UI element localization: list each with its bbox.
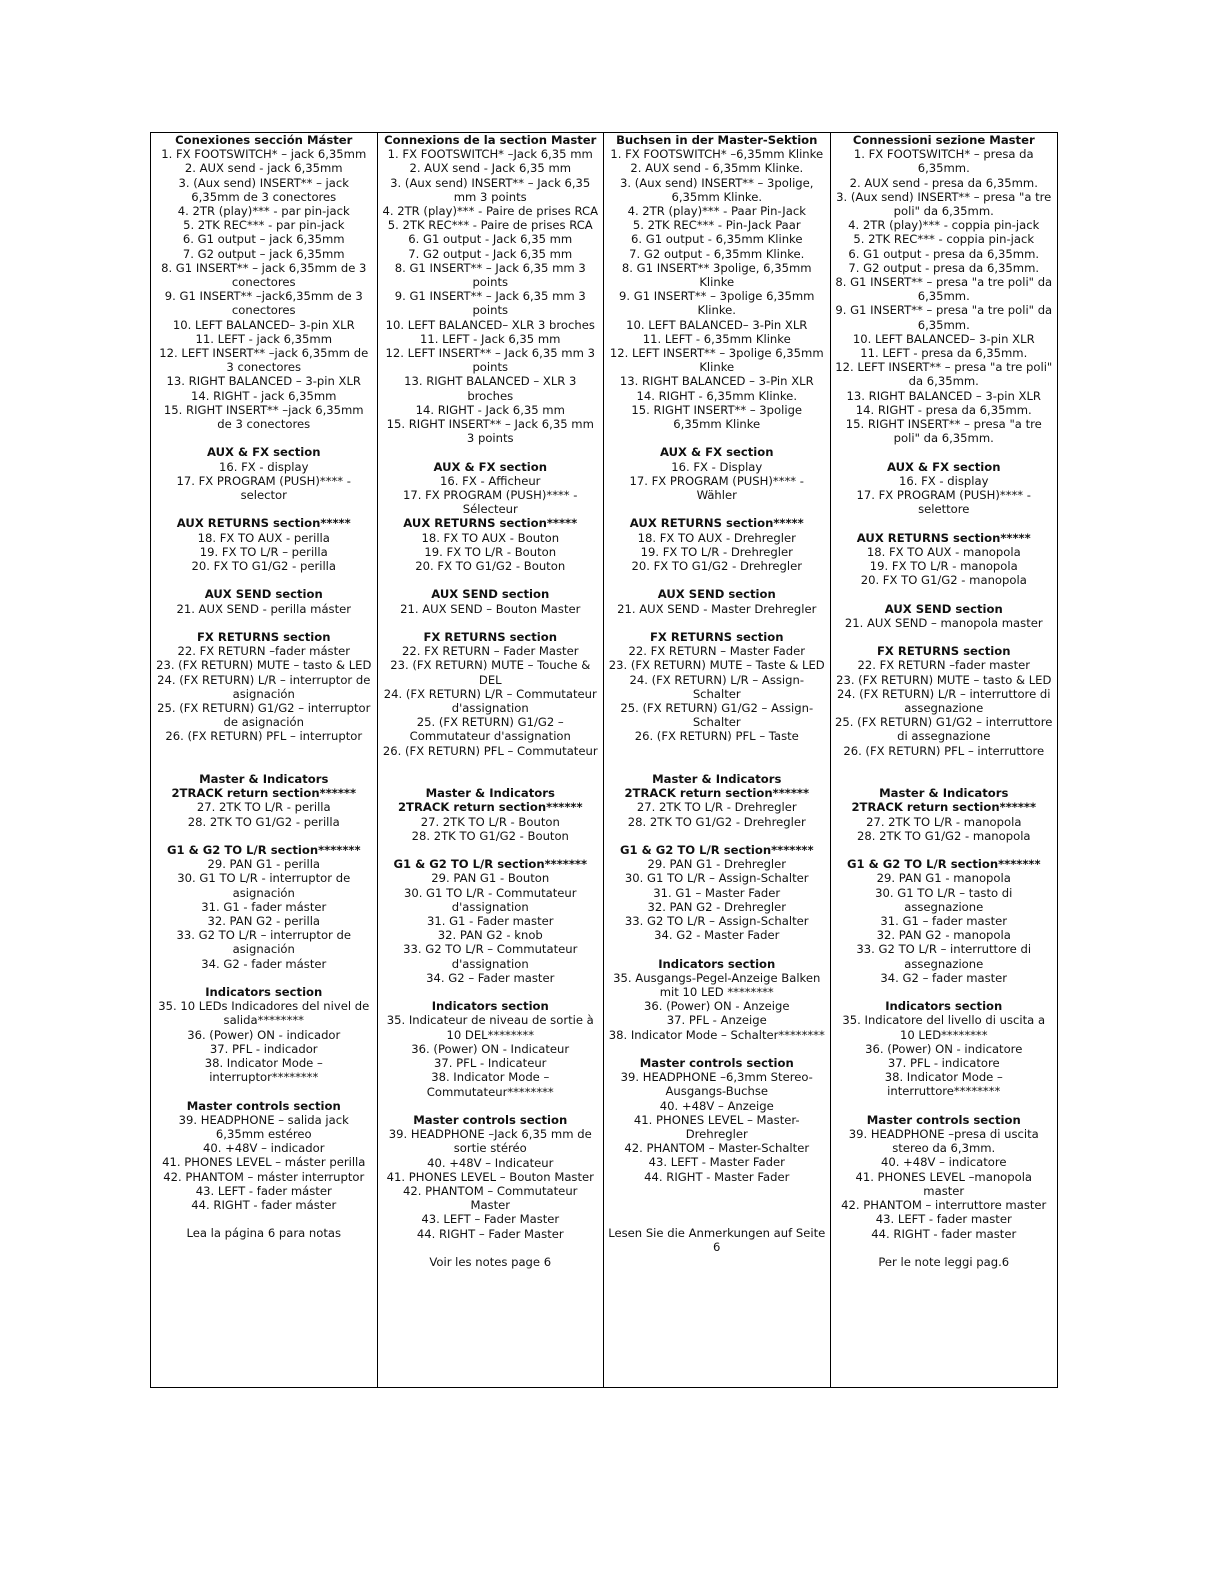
list-item: 35. Ausgangs-Pegel-Anzeige Balken mit 10 LED ******** — [613, 970, 821, 1000]
list-item: 15. RIGHT INSERT** –jack 6,35mm de 3 conectores — [163, 402, 364, 432]
list-item: 42. PHANTOM – interruttore master — [841, 1198, 1047, 1213]
list-item: 42. PHANTOM – máster interruptor — [163, 1169, 365, 1184]
list-item: 1. FX FOOTSWITCH* – presa da 6,35mm. — [853, 147, 1034, 176]
list-item: 40. +48V – Anzeige — [659, 1098, 774, 1113]
list-item: 42. PHANTOM – Master-Schalter — [624, 1141, 810, 1156]
list-item: 16. FX - display — [219, 459, 309, 474]
section-title: Master controls section — [866, 1112, 1021, 1127]
section-title: G1 & G2 TO L/R section******* — [619, 843, 814, 858]
list-item: 1. FX FOOTSWITCH* – jack 6,35mm — [161, 147, 367, 162]
list-item: 16. FX - Afficheur — [440, 473, 541, 488]
list-item: 38. Indicator Mode – Schalter******** — [608, 1027, 825, 1042]
list-item: 12. LEFT INSERT** – Jack 6,35 mm 3 points — [385, 346, 595, 375]
list-item: 31. G1 – Master Fader — [653, 885, 781, 900]
list-item: 29. PAN G1 - Drehregler — [647, 857, 787, 872]
list-item: 43. LEFT - fader master — [875, 1212, 1012, 1227]
list-item: 9. G1 INSERT** –jack6,35mm de 3 conectores — [164, 289, 363, 318]
list-item: 38. Indicator Mode – interruptor******** — [204, 1056, 323, 1085]
list-item: 10. LEFT BALANCED– 3-pin XLR — [852, 331, 1035, 346]
list-item: 27. 2TK TO L/R - Bouton — [420, 814, 560, 829]
list-item: 41. PHONES LEVEL – Master-Drehregler — [633, 1112, 800, 1142]
list-item: 20. FX TO G1/G2 - Bouton — [415, 559, 566, 574]
list-item: 17. FX PROGRAM (PUSH)**** - selettore — [856, 488, 1031, 517]
list-item: 43. LEFT - fader máster — [195, 1183, 332, 1198]
notes-reference: Lea la página 6 para notas — [186, 1226, 342, 1241]
list-item: 25. (FX RETURN) G1/G2 – interruttore di assegnazione — [835, 715, 1053, 744]
list-item: 5. 2TK REC*** - Paire de prises RCA — [387, 218, 593, 233]
section-title: AUX & FX section — [660, 445, 774, 460]
list-item: 3. (Aux send) INSERT** – 3polige, 6,35mm Klinke. — [620, 175, 814, 204]
list-item: 25. (FX RETURN) G1/G2 – interruptor de asignación — [157, 701, 371, 730]
list-item: 37. PFL - Anzeige — [666, 1013, 767, 1028]
list-item: 44. RIGHT - fader master — [871, 1226, 1017, 1241]
list-item: 36. (Power) ON - indicatore — [865, 1041, 1023, 1056]
section-title: AUX RETURNS section***** — [629, 516, 804, 531]
list-item: 40. +48V – indicatore — [880, 1155, 1007, 1170]
spacer — [382, 758, 600, 772]
section-title: AUX & FX section — [887, 459, 1001, 474]
section-subtitle: 2TRACK return section****** — [624, 786, 810, 801]
list-item: 14. RIGHT - jack 6,35mm — [191, 388, 337, 403]
list-item: 27. 2TK TO L/R - Drehregler — [636, 800, 797, 815]
section-title: Indicators section — [205, 985, 323, 1000]
list-item: 29. PAN G1 - manopola — [876, 871, 1011, 886]
list-item: 10. LEFT BALANCED– XLR 3 broches — [385, 317, 595, 332]
list-item: 21. AUX SEND – manopola master — [844, 615, 1043, 630]
list-item: 44. RIGHT – Fader Master — [416, 1226, 564, 1241]
list-item: 42. PHANTOM – Commutateur Master — [403, 1183, 578, 1213]
list-item: 32. PAN G2 - manopola — [876, 928, 1011, 943]
list-item: 11. LEFT - jack 6,35mm — [195, 331, 332, 346]
list-item: 23. (FX RETURN) MUTE – Taste & LED — [608, 658, 825, 673]
section-title: Indicators section — [885, 999, 1003, 1014]
list-item: 20. FX TO G1/G2 - manopola — [860, 573, 1027, 588]
list-item: 22. FX RETURN – Master Fader — [628, 644, 805, 659]
list-item: 22. FX RETURN –fader master — [857, 658, 1031, 673]
spacer — [608, 744, 826, 758]
list-item: 39. HEADPHONE – salida jack 6,35mm estéreo — [178, 1112, 349, 1142]
list-item: 8. G1 INSERT** – Jack 6,35 mm 3 points — [394, 260, 586, 290]
list-item: 38. Indicator Mode – Commutateur******** — [426, 1070, 554, 1099]
list-item: 43. LEFT – Fader Master — [421, 1212, 560, 1227]
list-item: 3. (Aux send) INSERT** – jack 6,35mm de 3 conectores — [178, 175, 349, 204]
list-item: 29. PAN G1 - perilla — [207, 857, 321, 872]
list-item: 34. G2 - fader máster — [201, 956, 327, 971]
list-item: 33. G2 TO L/R – Commutateur d'assignation — [403, 942, 578, 971]
list-item: 28. 2TK TO G1/G2 - perilla — [187, 814, 340, 829]
list-item: 9. G1 INSERT** – presa "a tre poli" da 6,35mm. — [835, 303, 1053, 332]
list-item: 34. G2 – Fader master — [426, 970, 555, 985]
notes-reference: Per le note leggi pag.6 — [878, 1254, 1010, 1269]
list-item: 6. G1 output - 6,35mm Klinke — [630, 232, 803, 247]
column-title: Buchsen in der Master-Sektion — [616, 133, 818, 147]
list-item: 41. PHONES LEVEL –manopola master — [855, 1169, 1033, 1198]
list-item: 24. (FX RETURN) L/R – interruptor de asignación — [157, 672, 371, 701]
list-item: 19. FX TO L/R - Drehregler — [640, 544, 793, 559]
list-item: 3. (Aux send) INSERT** – presa "a tre poli" da 6,35mm. — [836, 189, 1052, 219]
list-item: 30. G1 TO L/R – tasto di assegnazione — [875, 885, 1013, 914]
notes-reference: Lesen Sie die Anmerkungen auf Seite 6 — [608, 1225, 826, 1255]
notes-reference: Voir les notes page 6 — [429, 1254, 552, 1269]
list-item: 43. LEFT - Master Fader — [648, 1155, 785, 1170]
list-item: 6. G1 output - Jack 6,35 mm — [408, 232, 573, 247]
list-item: 41. PHONES LEVEL – máster perilla — [162, 1155, 366, 1170]
list-item: 20. FX TO G1/G2 - perilla — [191, 559, 337, 574]
section-title: Master controls section — [639, 1056, 794, 1071]
spacer — [155, 744, 373, 758]
list-item: 20. FX TO G1/G2 - Drehregler — [631, 559, 803, 574]
list-item: 31. G1 - fader máster — [201, 899, 327, 914]
list-item: 23. (FX RETURN) MUTE – tasto & LED — [156, 658, 372, 673]
list-item: 36. (Power) ON - indicador — [187, 1027, 341, 1042]
list-item: 16. FX - Display — [671, 459, 763, 474]
list-item: 23. (FX RETURN) MUTE – Touche & DEL — [390, 658, 591, 687]
list-item: 2. AUX send - 6,35mm Klinke. — [630, 161, 804, 176]
list-item: 18. FX TO AUX - perilla — [197, 530, 330, 545]
master-section-connections-table — [150, 132, 1058, 1388]
list-item: 32. PAN G2 - knob — [437, 928, 543, 943]
section-title: FX RETURNS section — [197, 630, 331, 645]
list-item: 28. 2TK TO G1/G2 - Drehregler — [627, 814, 806, 829]
list-item: 11. LEFT - 6,35mm Klinke — [642, 331, 791, 346]
list-item: 28. 2TK TO G1/G2 - manopola — [856, 828, 1031, 843]
section-subtitle: 2TRACK return section****** — [851, 800, 1037, 815]
list-item: 30. G1 TO L/R - Commutateur d'assignation — [403, 885, 577, 914]
list-item: 3. (Aux send) INSERT** – Jack 6,35 mm 3 points — [390, 175, 591, 204]
section-title: AUX SEND section — [204, 587, 323, 602]
list-item: 7. G2 output – jack 6,35mm — [182, 246, 345, 261]
section-title: AUX RETURNS section***** — [176, 516, 351, 531]
list-item: 14. RIGHT - 6,35mm Klinke. — [636, 388, 798, 403]
list-item: 15. RIGHT INSERT** – 3polige 6,35mm Klinke — [631, 402, 803, 432]
list-item: 1. FX FOOTSWITCH* –Jack 6,35 mm — [387, 147, 593, 162]
column-french — [378, 133, 605, 1387]
list-item: 26. (FX RETURN) PFL – Commutateur — [382, 743, 598, 758]
column-italian — [831, 133, 1058, 1387]
list-item: 30. G1 TO L/R – Assign-Schalter — [624, 871, 809, 886]
list-item: 40. +48V – indicador — [202, 1141, 325, 1156]
list-item: 10. LEFT BALANCED– 3-pin XLR — [172, 317, 355, 332]
section-title: G1 & G2 TO L/R section******* — [846, 857, 1041, 872]
list-item: 15. RIGHT INSERT** – presa "a tre poli" da 6,35mm. — [845, 417, 1042, 446]
list-item: 19. FX TO L/R - manopola — [869, 559, 1018, 574]
list-item: 26. (FX RETURN) PFL – interruttore — [843, 743, 1045, 758]
list-item: 4. 2TR (play)*** - coppia pin-jack — [848, 218, 1040, 233]
list-item: 19. FX TO L/R – perilla — [199, 544, 328, 559]
list-item: 35. Indicateur de niveau de sortie à 10 DEL******** — [386, 1013, 594, 1042]
list-item: 37. PFL - indicador — [209, 1041, 318, 1056]
list-item: 44. RIGHT - fader máster — [191, 1198, 337, 1213]
list-item: 10. LEFT BALANCED– 3-Pin XLR — [626, 317, 808, 332]
list-item: 9. G1 INSERT** – 3polige 6,35mm Klinke. — [619, 289, 815, 318]
list-item: 37. PFL - Indicateur — [434, 1056, 547, 1071]
list-item: 19. FX TO L/R - Bouton — [424, 544, 557, 559]
list-item: 1. FX FOOTSWITCH* –6,35mm Klinke — [610, 147, 824, 162]
list-item: 5. 2TK REC*** - par pin-jack — [183, 218, 345, 233]
list-item: 40. +48V – Indicateur — [427, 1155, 554, 1170]
list-item: 18. FX TO AUX - manopola — [866, 544, 1021, 559]
list-item: 7. G2 output - 6,35mm Klinke. — [629, 246, 805, 261]
list-item: 29. PAN G1 - Bouton — [431, 871, 550, 886]
list-item: 5. 2TK REC*** - coppia pin-jack — [853, 232, 1035, 247]
section-title: Master controls section — [186, 1098, 341, 1113]
list-item: 24. (FX RETURN) L/R – interruttore di assegnazione — [837, 686, 1051, 716]
list-item: 15. RIGHT INSERT** – Jack 6,35 mm 3 points — [386, 417, 594, 446]
list-item: 35. Indicatore del livello di uscita a 10 LED******** — [842, 1013, 1046, 1042]
section-title: Master & Indicators — [199, 772, 329, 787]
list-item: 37. PFL - indicatore — [887, 1056, 1000, 1071]
list-item: 34. G2 – fader master — [880, 970, 1008, 985]
list-item: 2. AUX send - presa da 6,35mm. — [849, 175, 1038, 190]
list-item: 21. AUX SEND - perilla máster — [176, 601, 352, 616]
list-item: 32. PAN G2 - Drehregler — [647, 899, 787, 914]
section-subtitle: 2TRACK return section****** — [397, 800, 583, 815]
list-item: 13. RIGHT BALANCED – 3-pin XLR — [846, 388, 1041, 403]
column-german — [604, 133, 831, 1387]
list-item: 11. LEFT - presa da 6,35mm. — [860, 346, 1028, 361]
section-title: FX RETURNS section — [423, 630, 557, 645]
list-item: 25. (FX RETURN) G1/G2 – Assign-Schalter — [620, 701, 814, 730]
section-title: Master controls section — [413, 1112, 568, 1127]
list-item: 24. (FX RETURN) L/R – Assign-Schalter — [629, 672, 805, 701]
section-title: AUX RETURNS section***** — [403, 516, 578, 531]
column-title: Connexions de la section Master — [384, 133, 597, 147]
section-title: AUX RETURNS section***** — [856, 530, 1031, 545]
list-item: 33. G2 TO L/R – interruptor de asignación — [176, 928, 352, 957]
list-item: 8. G1 INSERT** 3polige, 6,35mm Klinke — [621, 260, 812, 290]
list-item: 30. G1 TO L/R - interruptor de asignación — [177, 871, 351, 900]
list-item: 36. (Power) ON - Anzeige — [644, 999, 790, 1014]
section-title: AUX SEND section — [431, 587, 550, 602]
list-item: 39. HEADPHONE –6,3mm Stereo-Ausgangs-Buchse — [620, 1070, 813, 1099]
list-item: 38. Indicator Mode – interruttore******** — [884, 1070, 1003, 1099]
section-title: AUX SEND section — [884, 601, 1003, 616]
column-title: Conexiones sección Máster — [175, 133, 353, 147]
section-title: Indicators section — [658, 956, 776, 971]
list-item: 6. G1 output - presa da 6,35mm. — [848, 246, 1040, 261]
list-item: 12. LEFT INSERT** –jack 6,35mm de 3 conectores — [159, 346, 369, 375]
list-item: 33. G2 TO L/R – interruttore di assegnazione — [856, 942, 1032, 971]
list-item: 13. RIGHT BALANCED – 3-pin XLR — [166, 374, 361, 389]
section-title: FX RETURNS section — [650, 630, 784, 645]
section-title: FX RETURNS section — [877, 644, 1011, 659]
list-item: 44. RIGHT - Master Fader — [644, 1169, 790, 1184]
list-item: 18. FX TO AUX - Bouton — [421, 530, 560, 545]
section-title: G1 & G2 TO L/R section******* — [166, 843, 361, 858]
list-item: 17. FX PROGRAM (PUSH)**** - Sélecteur — [403, 488, 578, 517]
list-item: 21. AUX SEND – Bouton Master — [400, 601, 581, 616]
list-item: 26. (FX RETURN) PFL – interruptor — [165, 729, 363, 744]
list-item: 27. 2TK TO L/R - perilla — [196, 800, 331, 815]
list-item: 17. FX PROGRAM (PUSH)**** - Wähler — [629, 473, 804, 503]
list-item: 13. RIGHT BALANCED – 3-Pin XLR — [619, 374, 814, 389]
list-item: 22. FX RETURN – Fader Master — [401, 644, 579, 659]
list-item: 6. G1 output – jack 6,35mm — [182, 232, 345, 247]
list-item: 34. G2 - Master Fader — [654, 928, 780, 943]
list-item: 16. FX - display — [899, 473, 989, 488]
list-item: 22. FX RETURN –fader máster — [177, 644, 351, 659]
list-item: 12. LEFT INSERT** – presa "a tre poli" da 6,35mm. — [835, 360, 1053, 389]
section-title: AUX SEND section — [657, 587, 776, 602]
column-title: Connessioni sezione Master — [852, 133, 1035, 147]
list-item: 31. G1 – fader master — [880, 914, 1008, 929]
section-title: AUX & FX section — [433, 459, 547, 474]
section-title: G1 & G2 TO L/R section******* — [393, 857, 588, 872]
list-item: 2. AUX send - Jack 6,35 mm — [409, 161, 572, 176]
list-item: 21. AUX SEND - Master Drehregler — [617, 601, 817, 616]
list-item: 7. G2 output - Jack 6,35 mm — [408, 246, 573, 261]
list-item: 39. HEADPHONE –Jack 6,35 mm de sortie stéréo — [388, 1127, 592, 1156]
list-item: 12. LEFT INSERT** – 3polige 6,35mm Klinke — [609, 346, 824, 375]
section-title: AUX & FX section — [207, 445, 321, 460]
list-item: 26. (FX RETURN) PFL – Taste — [634, 729, 799, 744]
spacer — [835, 758, 1054, 772]
list-item: 8. G1 INSERT** – presa "a tre poli" da 6,35mm. — [835, 275, 1053, 304]
section-title: Master & Indicators — [652, 772, 782, 787]
list-item: 32. PAN G2 - perilla — [207, 914, 321, 929]
list-item: 7. G2 output - presa da 6,35mm. — [848, 260, 1040, 275]
section-title: Indicators section — [431, 999, 549, 1014]
list-item: 4. 2TR (play)*** - Paire de prises RCA — [382, 204, 599, 219]
list-item: 5. 2TK REC*** - Pin-Jack Paar — [632, 218, 801, 233]
list-item: 27. 2TK TO L/R - manopola — [866, 814, 1022, 829]
list-item: 35. 10 LEDs Indicadores del nivel de salida******** — [158, 999, 370, 1028]
column-spanish — [151, 133, 378, 1387]
list-item: 33. G2 TO L/R – Assign-Schalter — [624, 914, 809, 929]
list-item: 2. AUX send - jack 6,35mm — [184, 161, 343, 176]
list-item: 14. RIGHT - presa da 6,35mm. — [855, 402, 1032, 417]
list-item: 24. (FX RETURN) L/R – Commutateur d'assignation — [383, 686, 597, 716]
list-item: 4. 2TR (play)*** - Paar Pin-Jack — [627, 204, 806, 219]
list-item: 23. (FX RETURN) MUTE – tasto & LED — [836, 672, 1052, 687]
list-item: 11. LEFT - Jack 6,35 mm — [420, 331, 561, 346]
list-item: 41. PHONES LEVEL – Bouton Master — [386, 1169, 594, 1184]
list-item: 13. RIGHT BALANCED – XLR 3 broches — [404, 374, 577, 403]
section-title: Master & Indicators — [879, 786, 1009, 801]
list-item: 8. G1 INSERT** – jack 6,35mm de 3 conectores — [161, 260, 367, 290]
list-item: 31. G1 - Fader master — [426, 914, 554, 929]
list-item: 4. 2TR (play)*** - par pin-jack — [177, 204, 350, 219]
list-item: 17. FX PROGRAM (PUSH)**** - selector — [176, 473, 351, 503]
list-item: 36. (Power) ON - Indicateur — [411, 1041, 570, 1056]
list-item: 39. HEADPHONE –presa di uscita stereo da 6,3mm. — [848, 1127, 1039, 1156]
list-item: 28. 2TK TO G1/G2 - Bouton — [411, 828, 569, 843]
section-subtitle: 2TRACK return section****** — [171, 786, 357, 801]
section-title: Master & Indicators — [425, 786, 555, 801]
list-item: 14. RIGHT - Jack 6,35 mm — [415, 402, 565, 417]
list-item: 9. G1 INSERT** – Jack 6,35 mm 3 points — [394, 289, 586, 318]
list-item: 25. (FX RETURN) G1/G2 – Commutateur d'assignation — [409, 715, 571, 744]
list-item: 18. FX TO AUX - Drehregler — [637, 530, 796, 545]
